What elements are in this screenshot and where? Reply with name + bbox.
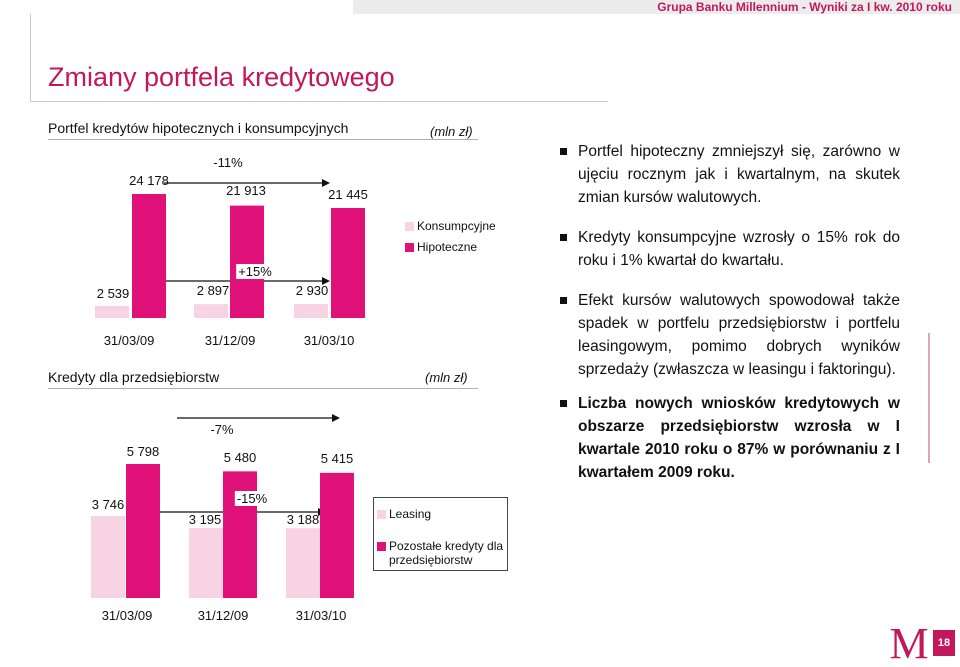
chart1-title: Portfel kredytów hipotecznych i konsumpcyjnych — [48, 120, 349, 136]
chart2-underline — [48, 388, 478, 389]
chart1-unit: (mln zł) — [430, 124, 473, 139]
legend-hipoteczne-swatch — [405, 243, 414, 252]
legend-pozostale-label: Pozostałe kredyty dla przedsiębiorstw — [389, 539, 504, 567]
legend-hipoteczne-label: Hipoteczne — [417, 240, 478, 254]
header-text: Grupa Banku Millennium - Wyniki za I kw. 2010 roku — [657, 0, 952, 14]
chart1-hip-label-3: 21 445 — [328, 187, 368, 202]
chart2-bar-pozostale — [320, 473, 354, 598]
chart1-kon-change: +15% — [238, 264, 272, 279]
chart1-category-3: 31/03/10 — [303, 333, 355, 348]
chart1-kon-label-3: 2 930 — [295, 283, 329, 298]
chart2-bar-pozostale — [126, 464, 160, 598]
chart2-leas-label-1: 3 746 — [91, 497, 125, 512]
chart1-kon-label-1: 2 539 — [96, 286, 130, 301]
chart2-bar-leasing — [189, 528, 223, 598]
chart2-arrow-head-top — [332, 414, 340, 422]
chart2-leas-change: -15% — [236, 491, 268, 506]
chart1-bar-hipoteczne — [132, 194, 166, 318]
chart2-bar-leasing — [91, 516, 125, 598]
commentary-bullets — [560, 140, 900, 484]
chart1-arrow-head-top — [322, 179, 330, 187]
right-accent-bar — [928, 333, 930, 463]
bullet-item: Efekt kursów walutowych spowodował także spadek w portfelu przedsiębiorstw i portfelu leasingowym, pomimo dobrych wyników sprzedaży (zwłaszcza w leasingu i faktoringu). — [560, 289, 900, 381]
chart2-category-3: 31/03/10 — [295, 608, 347, 623]
chart1-hip-change: -11% — [213, 155, 243, 170]
bullet-item: Portfel hipoteczny zmniejszył się, zarówno w ujęciu rocznym jak i kwartalnym, na skutek zmian kursów walutowych. — [560, 140, 900, 209]
legend-leasing-label: Leasing — [389, 507, 432, 521]
chart1-category-1: 31/03/09 — [103, 333, 155, 348]
legend-leasing-swatch — [377, 510, 386, 519]
page-title: Zmiany portfela kredytowego — [48, 62, 395, 92]
chart1-bar-hipoteczne — [331, 208, 365, 318]
chart2-poz-label-3: 5 415 — [320, 451, 354, 466]
chart2-unit: (mln zł) — [425, 370, 468, 385]
chart1-bar-hipoteczne — [230, 206, 264, 318]
millennium-logo-icon — [887, 618, 931, 662]
chart2-poz-change: -7% — [210, 422, 234, 437]
legend-konsumpcyjne-label: Konsumpcyjne — [417, 219, 496, 233]
chart2-leas-label-2: 3 195 — [188, 512, 222, 527]
chart1-category-2: 31/12/09 — [204, 333, 256, 348]
chart1-bar-konsumpcyjne — [194, 304, 228, 318]
chart1-bar-konsumpcyjne — [95, 306, 129, 318]
chart2-title: Kredyty dla przedsiębiorstw — [48, 369, 220, 385]
legend-konsumpcyjne-swatch — [405, 222, 414, 231]
bullet-item: Kredyty konsumpcyjne wzrosły o 15% rok do roku i 1% kwartał do kwartału. — [560, 226, 900, 272]
page-number: 18 — [933, 630, 955, 656]
chart1-hip-label-2: 21 913 — [226, 183, 266, 198]
chart1-bar-konsumpcyjne — [294, 304, 328, 318]
chart1-kon-label-2: 2 897 — [196, 283, 230, 298]
chart2-category-1: 31/03/09 — [101, 608, 153, 623]
chart2-leas-label-3: 3 188 — [286, 512, 320, 527]
svg-text:M: M — [889, 619, 929, 662]
chart2-category-2: 31/12/09 — [197, 608, 249, 623]
chart2-bar-leasing — [286, 528, 320, 598]
bullet-item: Liczba nowych wniosków kredytowych w obszarze przedsiębiorstw wzrosła w I kwartale 2010 roku o 87% w porównaniu z I kwartałem 2009 roku. — [560, 392, 900, 484]
chart2-poz-label-2: 5 480 — [223, 450, 257, 465]
legend-pozostale-swatch — [377, 542, 386, 551]
chart1-hip-label-1: 24 178 — [129, 173, 169, 188]
chart2-poz-label-1: 5 798 — [126, 444, 160, 459]
